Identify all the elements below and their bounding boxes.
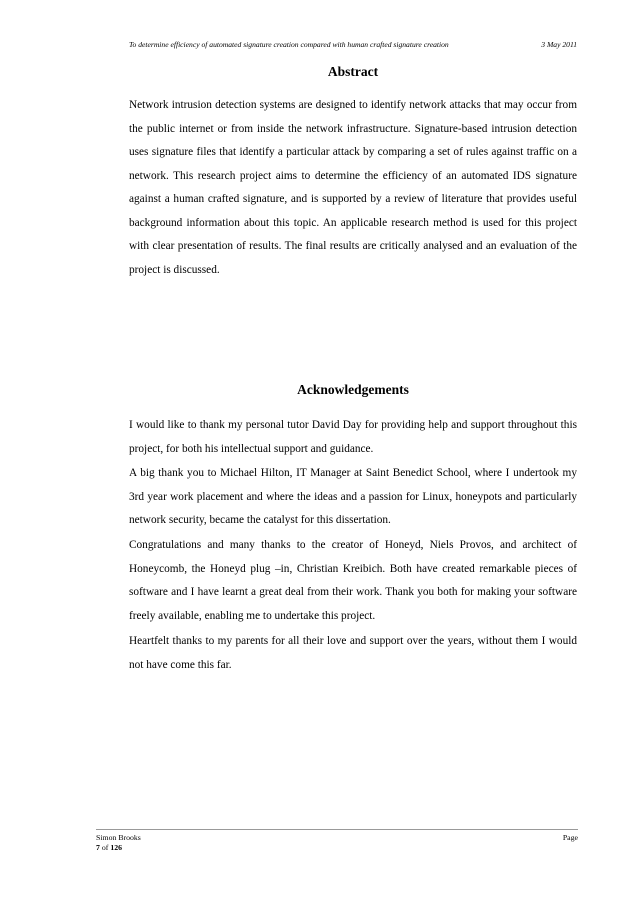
footer-total-pages: 126 — [110, 843, 123, 852]
acknowledgements-paragraph-1: I would like to thank my personal tutor David Day for providing help and support throughout this project, for both his intellectual support and guidance. — [129, 419, 577, 455]
acknowledgements-paragraph-4: Heartfelt thanks to my parents for all their love and support over the years, without them I would not have come this far. — [129, 635, 577, 671]
running-header — [129, 40, 577, 50]
abstract-heading: Abstract — [327, 64, 379, 79]
acknowledgements-paragraph-3: Congratulations and many thanks to the creator of Honeyd, Niels Provos, and architect of Honeycomb, the Honeyd plug –in, Christian Kreibich. Both have created remarkable pieces of software and I have learnt a great deal from their work. Thank you both for making your software freely available, enabling me to undertake this project. — [129, 539, 577, 622]
footer-page-label: Page — [562, 833, 578, 842]
footer-divider — [96, 829, 578, 830]
acknowledgements-paragraph-2: A big thank you to Michael Hilton, IT Manager at Saint Benedict School, where I undertook my 3rd year work placement and where the ideas and a passion for Linux, honeypots and particularly network security, became the catalyst for this dissertation. — [129, 467, 577, 526]
footer-author: Simon Brooks — [96, 833, 141, 842]
header-title: To determine efficiency of automated signature creation compared with human crafted signature creation — [129, 40, 449, 49]
footer-of-label: of — [101, 843, 109, 852]
footer-page-count — [96, 842, 122, 853]
header-date: 3 May 2011 — [541, 40, 577, 49]
acknowledgements-heading: Acknowledgements — [297, 382, 409, 397]
abstract-body: Network intrusion detection systems are designed to identify network attacks that may occur from the public internet or from inside the network infrastructure. Signature-based intrusion detection uses signature files that identify a particular attack by comparing a set of rules against traffic on a network. This research project aims to determine the efficiency of an automated IDS signature against a human crafted signature, and is supported by a review of literature that provides useful background information about this topic. An applicable research method is used for this project with clear presentation of results. The final results are critically analysed and an evaluation of the project is discussed. — [129, 99, 577, 276]
footer-page-number: 7 — [96, 843, 100, 852]
